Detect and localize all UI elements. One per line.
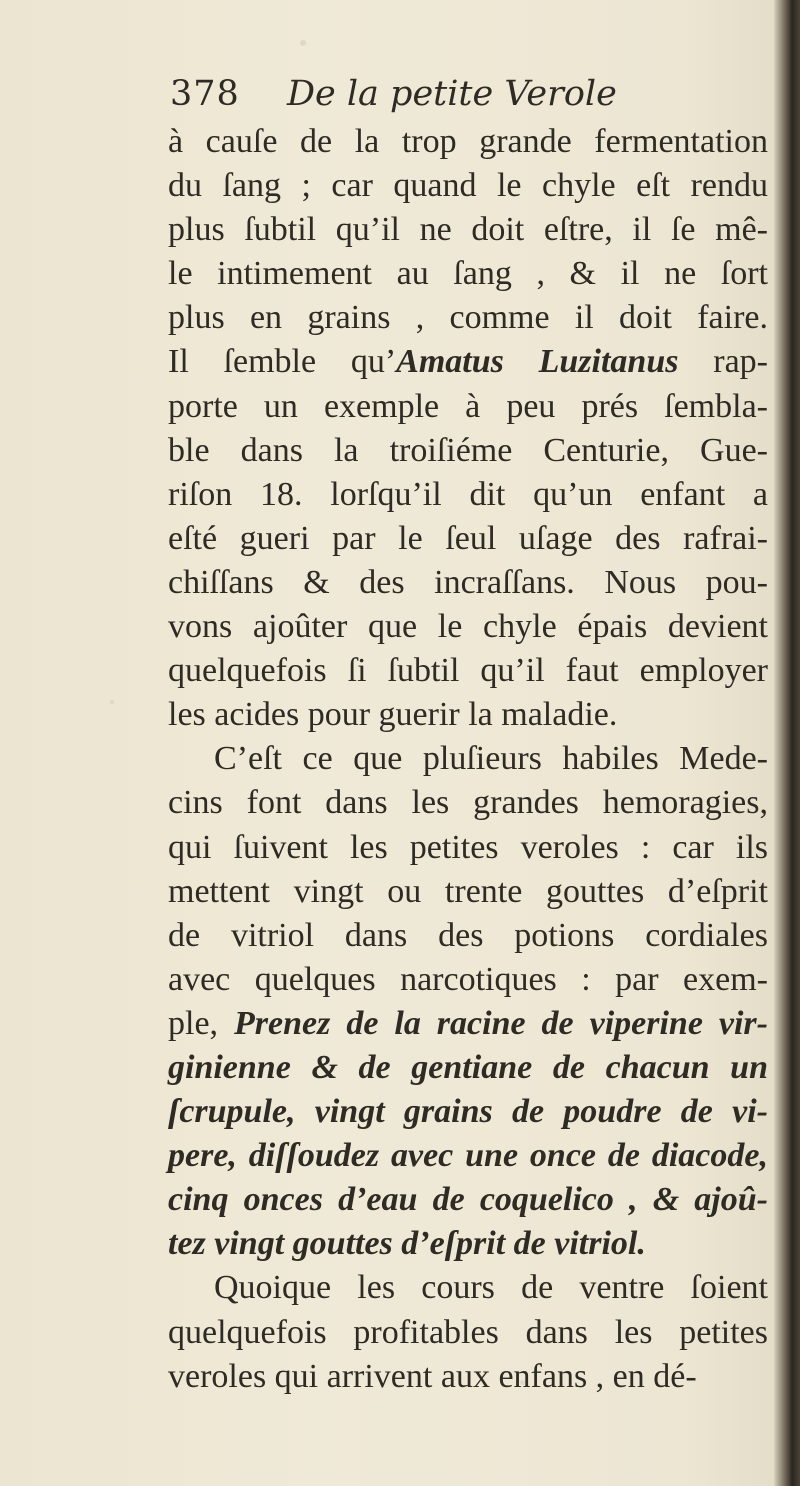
text-line: qui ſuivent les petites veroles : car ils [168, 828, 768, 866]
text-line: plus ſubtil qu’il ne doit eſtre, il ſe mê- [168, 211, 768, 249]
italic-text: cinq onces d’eau de coquelico , & ajoû- [168, 1181, 768, 1219]
text-line: ple, Prenez de la racine de viperine vir- [168, 1004, 768, 1042]
text-line: Quoique les cours de ventre ſoient [214, 1269, 768, 1307]
foxing-spot [110, 700, 114, 704]
text-line: riſon 18. lorſqu’il dit qu’un enfant a [168, 475, 768, 513]
text-line: quelquefois profitables dans les petites [168, 1313, 768, 1351]
text-line: de vitriol dans des potions cordiales [168, 916, 768, 954]
text-line: ble dans la troiſiéme Centurie, Gue- [168, 431, 768, 469]
text-line [168, 1090, 768, 1134]
body-text [168, 120, 768, 1399]
italic-text: tez vingt gouttes d’eſprit de vitriol. [168, 1225, 646, 1263]
text-line: cins font dans les grandes hemoragies, [168, 784, 768, 822]
italic-text: ſcrupule, vingt grains de poudre de vi- [168, 1093, 768, 1131]
text-line: du ſang ; car quand le chyle eſt rendu [168, 167, 768, 205]
text-line: mettent vingt ou trente gouttes d’eſprit [168, 872, 768, 910]
text-line [168, 1222, 768, 1266]
italic-text: pere, diſſoudez avec une once de diacode, [168, 1137, 768, 1175]
running-title: De la petite Verole [286, 74, 617, 114]
page-header [170, 74, 617, 114]
text-line: à cauſe de la trop grande fermentation [168, 123, 768, 160]
text-line: C’eſt ce que pluſieurs habiles Mede- [214, 740, 768, 778]
text-line: quelquefois ſi ſubtil qu’il faut employer [168, 652, 768, 690]
book-binding-edge [774, 0, 800, 1486]
text-line: avec quelques narcotiques : par exem- [168, 960, 768, 998]
italic-text: ginienne & de gentiane de chacun un [168, 1048, 768, 1086]
text-line: eſté gueri par le ſeul uſage des rafrai- [168, 519, 768, 557]
page-number: 378 [170, 74, 240, 114]
text-line: plus en grains , comme il doit faire. [168, 299, 768, 337]
text-line: porte un exemple à peu prés ſembla- [168, 387, 768, 425]
text-line: vons ajoûter que le chyle épais devient [168, 608, 768, 646]
text-line: veroles qui arrivent aux enfans , en dé- [168, 1357, 697, 1395]
text-line: les acides pour guerir la maladie. [168, 696, 618, 734]
text-line [168, 1178, 768, 1222]
italic-text: Amatus Luzitanus [396, 343, 679, 381]
text-line [168, 1046, 768, 1090]
text-line: Il ſemble qu’Amatus Luzitanus rap- [168, 343, 768, 381]
text-line: chiſſans & des incraſſans. Nous pou- [168, 563, 768, 601]
text-line: le intimement au ſang , & il ne ſort [168, 255, 768, 293]
foxing-spot [300, 40, 306, 46]
italic-text: Prenez de la racine de viperine vir- [234, 1004, 768, 1042]
text-line [168, 1134, 768, 1178]
